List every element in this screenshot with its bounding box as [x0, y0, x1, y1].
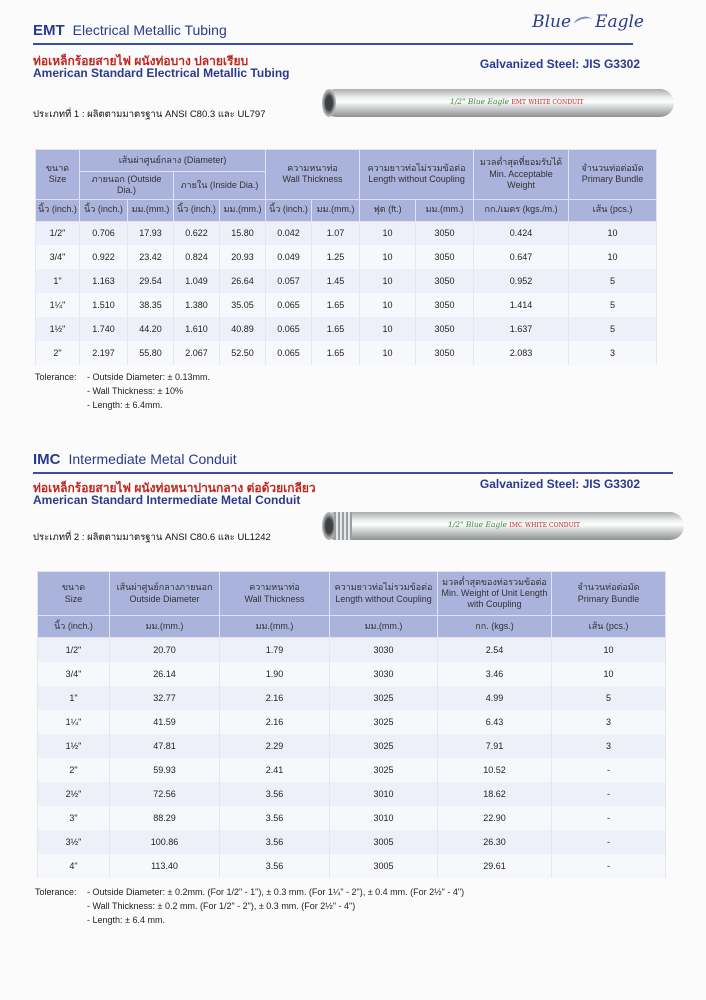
imc-col-weight: มวลต่ำสุดของท่อรวมข้อต่อ Min. Weight of Unit Length with Coupling — [438, 572, 552, 616]
table-cell: 3050 — [416, 317, 474, 341]
emt-title: Electrical Metallic Tubing — [72, 22, 227, 38]
table-cell: 10 — [360, 341, 416, 365]
imc-pipe-code: IMC — [509, 522, 523, 529]
table-cell: 3030 — [330, 662, 438, 686]
table-cell: - — [552, 830, 666, 854]
imc-pipe-sub: WHITE CONDUIT — [524, 522, 581, 529]
table-cell: 5 — [569, 269, 657, 293]
table-cell: 1.65 — [312, 341, 360, 365]
table-cell: 3.56 — [220, 806, 330, 830]
table-cell: 1.65 — [312, 293, 360, 317]
emt-pipe-image — [322, 89, 674, 117]
table-cell: 10 — [360, 269, 416, 293]
table-cell: 3010 — [330, 806, 438, 830]
imc-col-length: ความยาวท่อไม่รวมข้อต่อ Length without Coupling — [330, 572, 438, 616]
table-cell: 2.54 — [438, 638, 552, 662]
table-cell: 41.59 — [110, 710, 220, 734]
table-cell: 3010 — [330, 782, 438, 806]
table-cell: 3/4" — [36, 245, 80, 269]
table-cell: 10 — [569, 221, 657, 245]
logo-text-left: Blue — [532, 12, 572, 32]
table-cell: 2.41 — [220, 758, 330, 782]
imc-subtitle-en: American Standard Intermediate Metal Conduit — [33, 493, 301, 507]
table-row — [38, 854, 666, 878]
emt-col-weight: มวลต่ำสุดที่ยอมรับได้ Min. Acceptable Weight — [474, 150, 569, 200]
imc-pipe-image — [322, 512, 684, 540]
table-cell: 0.049 — [266, 245, 312, 269]
imc-unit: นิ้ว (inch.) — [38, 616, 110, 638]
table-row — [38, 758, 666, 782]
table-cell: 1.049 — [174, 269, 220, 293]
table-cell: 35.05 — [220, 293, 266, 317]
table-cell: 0.057 — [266, 269, 312, 293]
table-cell: 3025 — [330, 710, 438, 734]
imc-unit: กก. (kgs.) — [438, 616, 552, 638]
table-cell: 44.20 — [128, 317, 174, 341]
table-cell: 1" — [36, 269, 80, 293]
table-cell: 3.56 — [220, 854, 330, 878]
table-cell: 3025 — [330, 758, 438, 782]
imc-unit: เส้น (pcs.) — [552, 616, 666, 638]
emt-material: Galvanized Steel: JIS G3302 — [479, 57, 640, 71]
table-cell: 10 — [552, 638, 666, 662]
emt-unit: มม.(mm.) — [312, 199, 360, 221]
table-cell: 0.824 — [174, 245, 220, 269]
table-cell: 26.64 — [220, 269, 266, 293]
table-cell: 3½" — [38, 830, 110, 854]
emt-subtitle-en: American Standard Electrical Metallic Tubing — [33, 66, 290, 80]
emt-unit: มม.(mm.) — [220, 199, 266, 221]
table-cell: 2.067 — [174, 341, 220, 365]
emt-col-wall: ความหนาท่อ Wall Thickness — [266, 150, 360, 200]
emt-unit: เส้น (pcs.) — [569, 199, 657, 221]
table-cell: 100.86 — [110, 830, 220, 854]
emt-col-bundle: จำนวนท่อต่อมัด Primary Bundle — [569, 150, 657, 200]
emt-tolerance-line: - Wall Thickness: ± 10% — [87, 386, 183, 396]
table-cell: 40.89 — [220, 317, 266, 341]
table-cell: 1½" — [38, 734, 110, 758]
emt-pipe-code: EMT — [511, 99, 526, 106]
imc-unit: มม.(mm.) — [110, 616, 220, 638]
pipe-end-icon — [322, 89, 336, 117]
table-cell: 55.80 — [128, 341, 174, 365]
table-row — [38, 638, 666, 662]
table-row — [38, 662, 666, 686]
table-cell: 4" — [38, 854, 110, 878]
table-cell: 10 — [360, 221, 416, 245]
emt-unit: มม.(mm.) — [128, 199, 174, 221]
table-cell: 2.083 — [474, 341, 569, 365]
emt-unit: กก./เมตร (kgs./m.) — [474, 199, 569, 221]
imc-col-od: เส้นผ่าศูนย์กลางภายนอก Outside Diameter — [110, 572, 220, 616]
table-cell: 0.065 — [266, 317, 312, 341]
table-cell: 0.065 — [266, 293, 312, 317]
table-row — [36, 269, 657, 293]
table-cell: 1.380 — [174, 293, 220, 317]
emt-type-line: ประเภทที่ 1 : ผลิตตามมาตรฐาน ANSI C80.3 และ UL797 — [33, 109, 266, 120]
table-cell: 1.610 — [174, 317, 220, 341]
table-cell: 3050 — [416, 221, 474, 245]
table-cell: 1.45 — [312, 269, 360, 293]
table-cell: 3.56 — [220, 830, 330, 854]
table-cell: 0.647 — [474, 245, 569, 269]
emt-pipe-mark: 1/2" Blue Eagle — [450, 97, 510, 106]
table-cell: 113.40 — [110, 854, 220, 878]
table-cell: 1.637 — [474, 317, 569, 341]
table-cell: 1/2" — [38, 638, 110, 662]
emt-unit: นิ้ว (inch.) — [36, 199, 80, 221]
table-cell: 5 — [569, 317, 657, 341]
table-cell: 88.29 — [110, 806, 220, 830]
table-cell: 1.740 — [80, 317, 128, 341]
emt-unit: มม.(mm.) — [416, 199, 474, 221]
table-cell: 0.706 — [80, 221, 128, 245]
table-cell: 6.43 — [438, 710, 552, 734]
table-cell: 3 — [552, 734, 666, 758]
table-cell: 72.56 — [110, 782, 220, 806]
table-cell: 15.80 — [220, 221, 266, 245]
imc-unit: มม.(mm.) — [330, 616, 438, 638]
table-cell: 4.99 — [438, 686, 552, 710]
table-cell: 10 — [360, 293, 416, 317]
emt-subtitle-th: ท่อเหล็กร้อยสายไฟ ผนังท่อบาง ปลายเรียบ — [33, 54, 249, 68]
table-cell: 1.25 — [312, 245, 360, 269]
table-cell: 1.414 — [474, 293, 569, 317]
imc-header — [33, 451, 673, 471]
table-cell: 7.91 — [438, 734, 552, 758]
imc-header-rule — [33, 472, 673, 474]
emt-unit: นิ้ว (inch.) — [266, 199, 312, 221]
table-cell: 3/4" — [38, 662, 110, 686]
table-cell: 1½" — [36, 317, 80, 341]
table-cell: 3005 — [330, 854, 438, 878]
table-cell: 3.56 — [220, 782, 330, 806]
table-cell: 2" — [36, 341, 80, 365]
emt-header-rule — [33, 43, 633, 45]
emt-unit: นิ้ว (inch.) — [174, 199, 220, 221]
table-cell: 29.54 — [128, 269, 174, 293]
table-cell: 1.65 — [312, 317, 360, 341]
table-row — [38, 734, 666, 758]
emt-col-outside: ภายนอก (Outside Dia.) — [80, 172, 174, 200]
table-cell: 32.77 — [110, 686, 220, 710]
table-row — [36, 293, 657, 317]
emt-pipe-sub: WHITE CONDUIT — [528, 99, 584, 106]
table-cell: 3050 — [416, 269, 474, 293]
table-row — [36, 245, 657, 269]
table-cell: 22.90 — [438, 806, 552, 830]
table-cell: 1.510 — [80, 293, 128, 317]
imc-pipe-mark: 1/2" Blue Eagle — [448, 520, 508, 529]
logo-text-right: Eagle — [595, 12, 644, 32]
table-row — [38, 806, 666, 830]
table-row — [38, 710, 666, 734]
imc-subtitle-th: ท่อเหล็กร้อยสายไฟ ผนังท่อหนาปานกลาง ต่อด้วยเกลียว — [33, 481, 316, 495]
table-cell: 3050 — [416, 341, 474, 365]
table-cell: 38.35 — [128, 293, 174, 317]
table-cell: 3030 — [330, 638, 438, 662]
table-row — [36, 317, 657, 341]
table-cell: 2.197 — [80, 341, 128, 365]
emt-spec-table — [35, 149, 657, 365]
table-cell: 10 — [569, 245, 657, 269]
table-cell: 29.61 — [438, 854, 552, 878]
imc-abbr: IMC — [33, 451, 61, 468]
table-cell: 0.622 — [174, 221, 220, 245]
eagle-wing-icon — [573, 15, 593, 29]
table-cell: 2.16 — [220, 686, 330, 710]
emt-abbr: EMT — [33, 22, 65, 39]
emt-tolerance-line: - Outside Diameter: ± 0.13mm. — [87, 372, 210, 382]
table-cell: 1.90 — [220, 662, 330, 686]
table-cell: 23.42 — [128, 245, 174, 269]
emt-unit: นิ้ว (inch.) — [80, 199, 128, 221]
table-cell: 2.16 — [220, 710, 330, 734]
table-cell: 0.042 — [266, 221, 312, 245]
imc-unit: มม.(mm.) — [220, 616, 330, 638]
table-row — [38, 686, 666, 710]
imc-spec-table — [37, 571, 666, 878]
table-row — [36, 221, 657, 245]
table-cell: 0.424 — [474, 221, 569, 245]
table-cell: 3050 — [416, 245, 474, 269]
table-cell: - — [552, 782, 666, 806]
imc-col-wall: ความหนาท่อ Wall Thickness — [220, 572, 330, 616]
table-cell: 3025 — [330, 686, 438, 710]
emt-col-inside: ภายใน (Inside Dia.) — [174, 172, 266, 200]
emt-tolerance-label: Tolerance: — [35, 372, 77, 382]
table-cell: 47.81 — [110, 734, 220, 758]
pipe-thread-icon — [334, 512, 352, 540]
table-cell: 3 — [569, 341, 657, 365]
table-cell: - — [552, 806, 666, 830]
imc-col-size: ขนาด Size — [38, 572, 110, 616]
imc-tolerance-line: - Length: ± 6.4 mm. — [87, 915, 165, 925]
imc-material: Galvanized Steel: JIS G3302 — [479, 477, 640, 491]
table-cell: 52.50 — [220, 341, 266, 365]
table-cell: 5 — [569, 293, 657, 317]
emt-tolerance-line: - Length: ± 6.4mm. — [87, 400, 163, 410]
emt-col-diameter: เส้นผ่าศูนย์กลาง (Diameter) — [80, 150, 266, 172]
table-cell: 20.93 — [220, 245, 266, 269]
table-cell: 0.065 — [266, 341, 312, 365]
table-cell: 3 — [552, 710, 666, 734]
imc-tolerance — [35, 885, 464, 927]
table-row — [36, 341, 657, 365]
imc-title: Intermediate Metal Conduit — [68, 451, 237, 467]
table-cell: 0.952 — [474, 269, 569, 293]
table-cell: 17.93 — [128, 221, 174, 245]
table-cell: 10.52 — [438, 758, 552, 782]
table-cell: 10 — [360, 317, 416, 341]
imc-type-line: ประเภทที่ 2 : ผลิตตามมาตรฐาน ANSI C80.6 และ UL1242 — [33, 532, 271, 543]
table-cell: 20.70 — [110, 638, 220, 662]
emt-tolerance — [35, 370, 210, 412]
table-cell: 2" — [38, 758, 110, 782]
imc-col-bundle: จำนวนท่อต่อมัด Primary Bundle — [552, 572, 666, 616]
table-cell: 3" — [38, 806, 110, 830]
table-cell: 3005 — [330, 830, 438, 854]
table-cell: 1/2" — [36, 221, 80, 245]
table-cell: 3025 — [330, 734, 438, 758]
table-cell: 10 — [552, 662, 666, 686]
table-row — [38, 782, 666, 806]
table-cell: - — [552, 854, 666, 878]
imc-tolerance-label: Tolerance: — [35, 887, 77, 897]
table-cell: 1.79 — [220, 638, 330, 662]
table-cell: 0.922 — [80, 245, 128, 269]
table-cell: 1.163 — [80, 269, 128, 293]
table-cell: 3050 — [416, 293, 474, 317]
table-cell: 10 — [360, 245, 416, 269]
table-row — [38, 830, 666, 854]
table-cell: 2.29 — [220, 734, 330, 758]
emt-col-size: ขนาด Size — [36, 150, 80, 200]
table-cell: 26.14 — [110, 662, 220, 686]
table-cell: 1.07 — [312, 221, 360, 245]
table-cell: 1¼" — [38, 710, 110, 734]
table-cell: 18.62 — [438, 782, 552, 806]
table-cell: - — [552, 758, 666, 782]
emt-col-length: ความยาวท่อไม่รวมข้อต่อ Length without Coupling — [360, 150, 474, 200]
blue-eagle-logo — [532, 12, 644, 32]
table-cell: 1¼" — [36, 293, 80, 317]
table-cell: 2½" — [38, 782, 110, 806]
table-cell: 26.30 — [438, 830, 552, 854]
emt-unit: ฟุต (ft.) — [360, 199, 416, 221]
table-cell: 3.46 — [438, 662, 552, 686]
table-cell: 59.93 — [110, 758, 220, 782]
imc-tolerance-line: - Wall Thickness: ± 0.2 mm. (For 1/2" - 2"), ± 0.3 mm. (For 2½" - 4") — [87, 901, 356, 911]
imc-tolerance-line: - Outside Diameter: ± 0.2mm. (For 1/2" - 1"), ± 0.3 mm. (For 1¼" - 2"), ± 0.4 mm. (For 2½" - 4") — [87, 887, 465, 897]
table-cell: 1" — [38, 686, 110, 710]
table-cell: 5 — [552, 686, 666, 710]
